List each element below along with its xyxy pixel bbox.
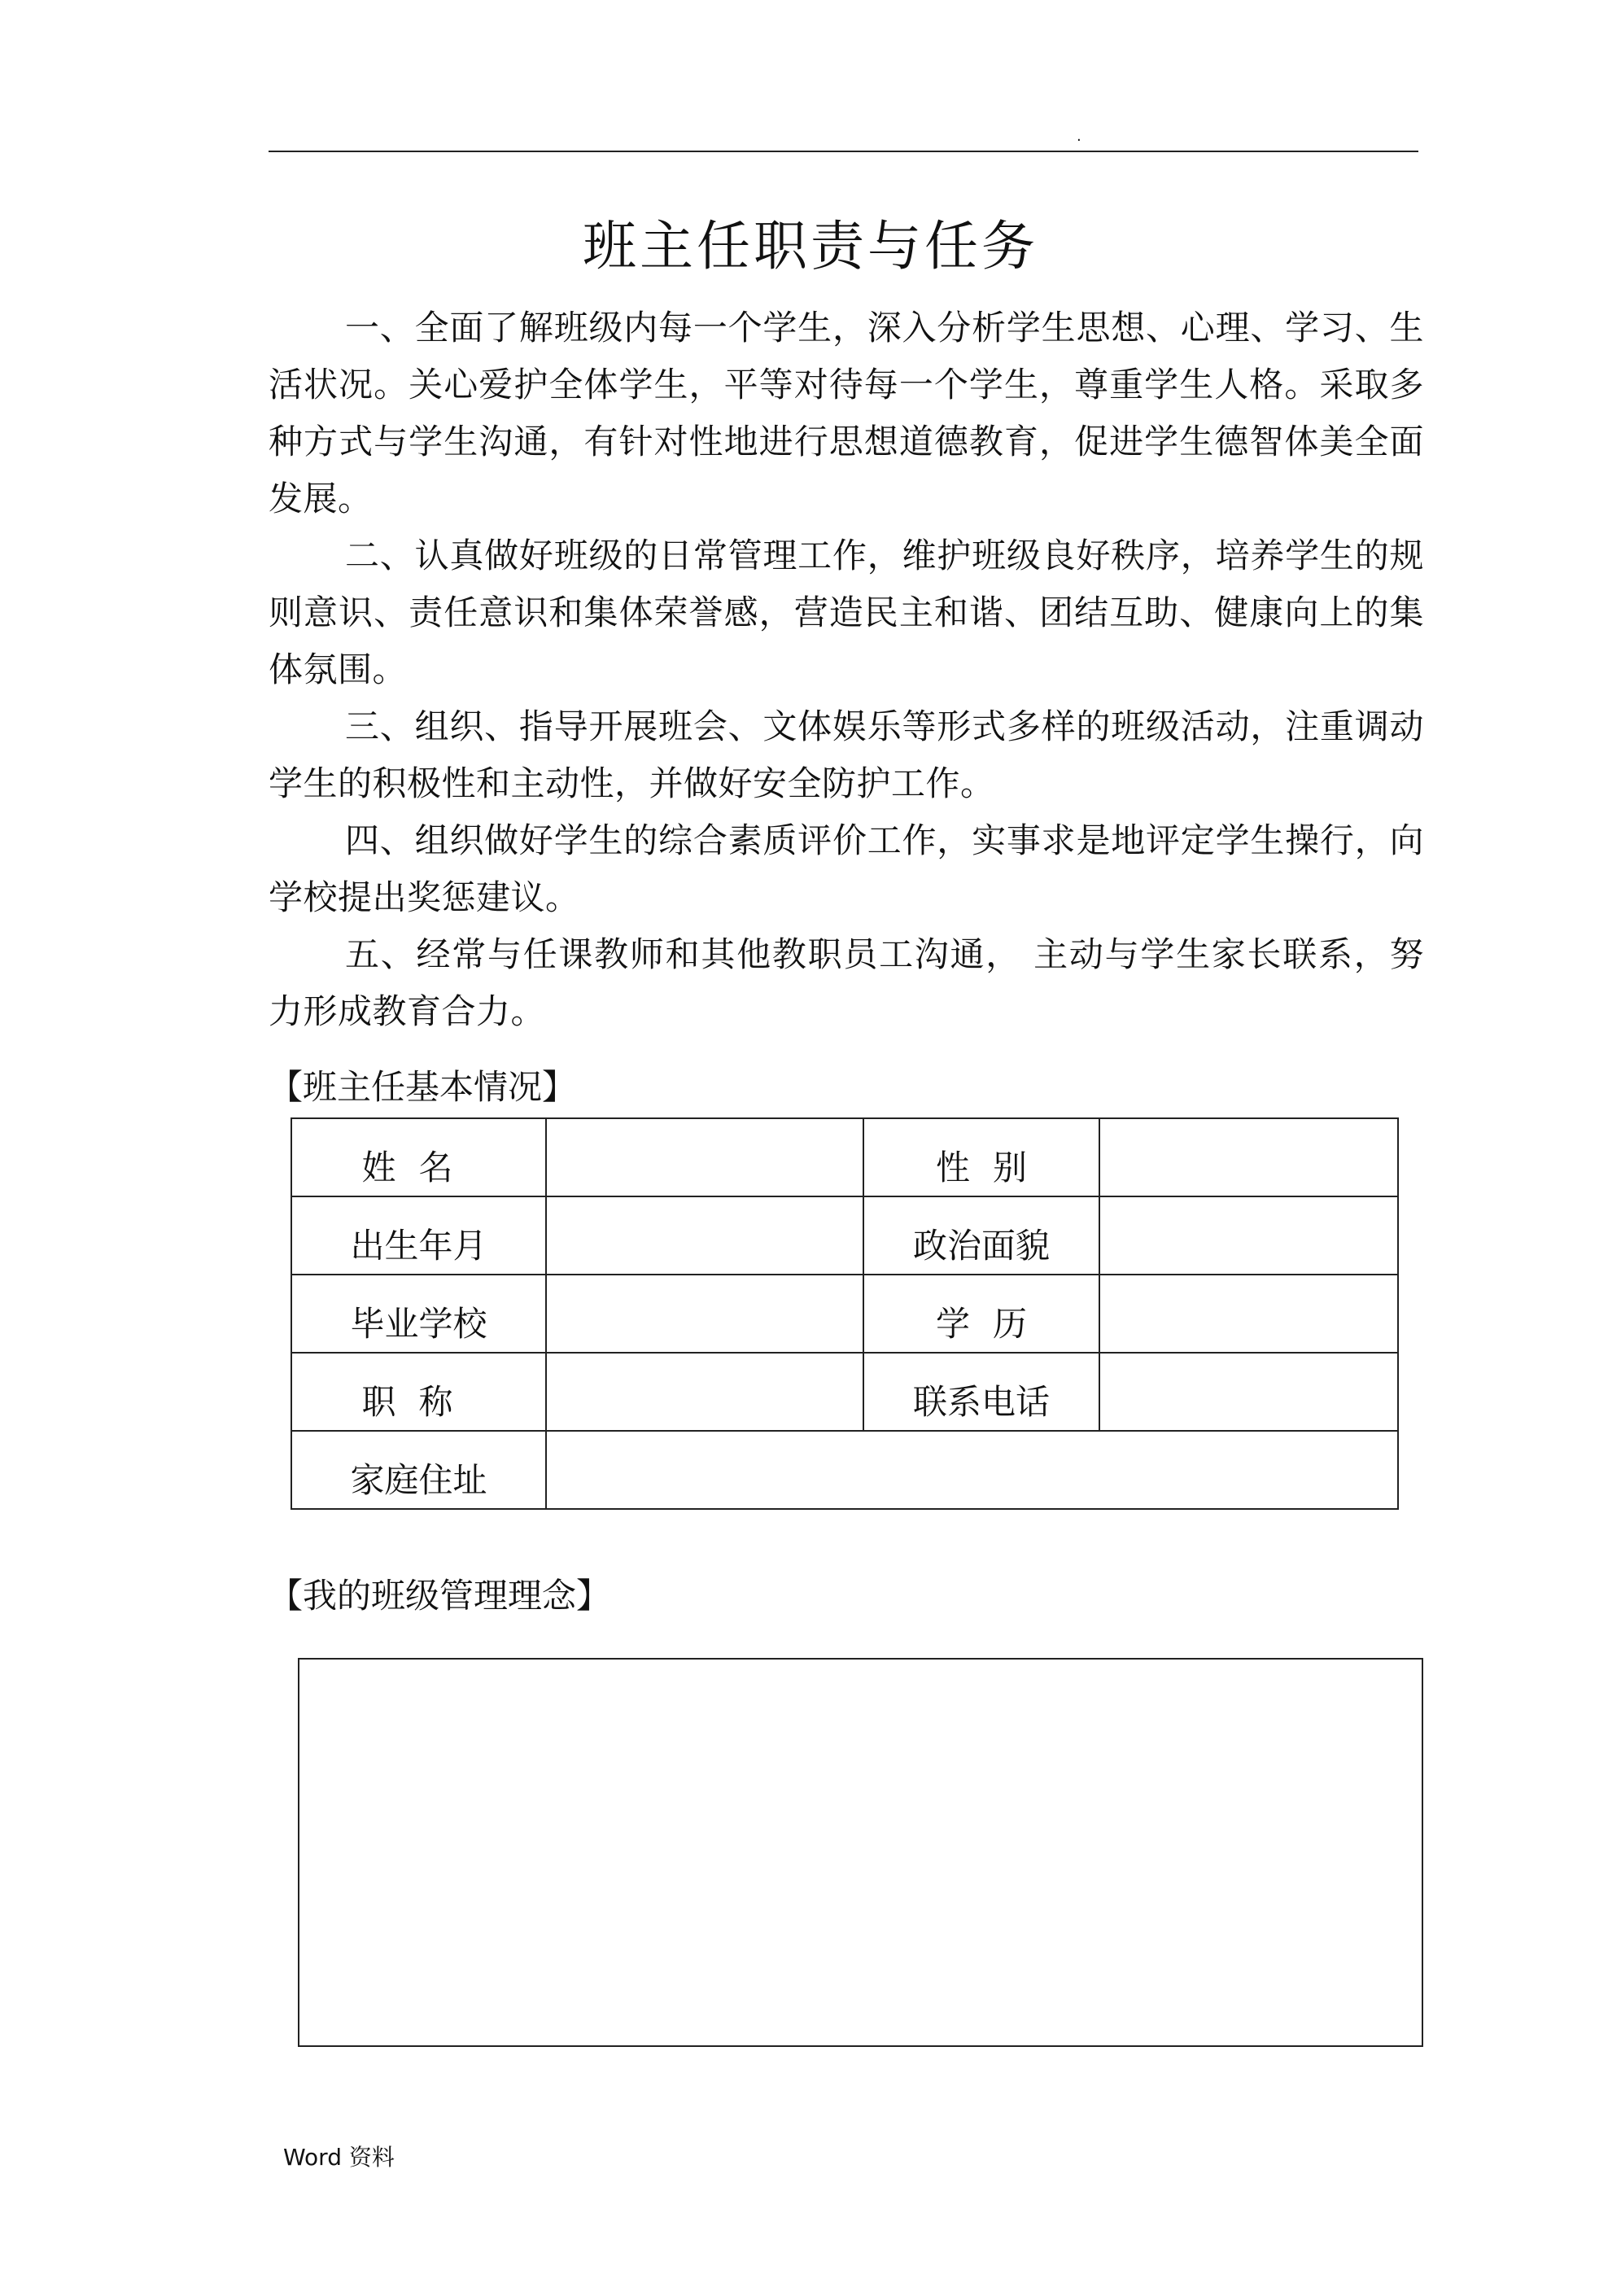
duty-paragraph-2: 二、认真做好班级的日常管理工作，维护班级良好秩序，培养学生的规则意识、责任意识和集体荣誉感，营造民主和谐、团结互助、健康向上的集体氛围。: [269, 536, 1424, 689]
table-row: [291, 1431, 1398, 1509]
graduate-school-value[interactable]: [546, 1275, 863, 1353]
graduate-school-label: 毕业学校: [291, 1275, 546, 1353]
phone-value[interactable]: [1099, 1353, 1398, 1431]
duty-paragraph-5: 五、经常与任课教师和其他教职员工沟通， 主动与学生家长联系，努力形成教育合力。: [269, 934, 1424, 1031]
phone-label: 联系电话: [863, 1353, 1099, 1431]
education-label: 学历: [863, 1275, 1099, 1353]
philosophy-heading: 【我的班级管理理念】: [269, 1576, 611, 1616]
table-row: [291, 1275, 1398, 1353]
header-dot: .: [1077, 128, 1081, 145]
footer-text: Word 资料: [283, 2144, 395, 2171]
address-label: 家庭住址: [291, 1431, 546, 1509]
gender-label: 性别: [863, 1118, 1099, 1196]
duty-paragraph-4: 四、组织做好学生的综合素质评价工作，实事求是地评定学生操行，向学校提出奖惩建议。: [269, 820, 1424, 917]
table-row: [291, 1118, 1398, 1196]
page-title: 班主任职责与任务: [583, 215, 1038, 278]
political-status-value[interactable]: [1099, 1196, 1398, 1275]
table-row: [291, 1353, 1398, 1431]
duties-body: [269, 300, 1424, 1040]
address-value[interactable]: [546, 1431, 1398, 1509]
title-label: 职称: [291, 1353, 546, 1431]
duty-paragraph-1: 一、全面了解班级内每一个学生，深入分析学生思想、心理、学习、生活状况。关心爱护全体学生，平等对待每一个学生，尊重学生人格。采取多种方式与学生沟通，有针对性地进行思想道德教育，促进学生德智体美全面发展。: [269, 308, 1424, 518]
header-rule: [269, 151, 1418, 152]
table-row: [291, 1196, 1398, 1275]
philosophy-box[interactable]: [298, 1658, 1423, 2047]
name-label: 姓名: [291, 1118, 546, 1196]
education-value[interactable]: [1099, 1275, 1398, 1353]
birth-date-value[interactable]: [546, 1196, 863, 1275]
gender-value[interactable]: [1099, 1118, 1398, 1196]
title-value[interactable]: [546, 1353, 863, 1431]
birth-date-label: 出生年月: [291, 1196, 546, 1275]
name-value[interactable]: [546, 1118, 863, 1196]
basic-info-table: [291, 1117, 1399, 1510]
basic-info-heading: 【班主任基本情况】: [269, 1067, 577, 1107]
duty-paragraph-3: 三、组织、指导开展班会、文体娱乐等形式多样的班级活动，注重调动学生的积极性和主动性，并做好安全防护工作。: [269, 706, 1424, 803]
political-status-label: 政治面貌: [863, 1196, 1099, 1275]
